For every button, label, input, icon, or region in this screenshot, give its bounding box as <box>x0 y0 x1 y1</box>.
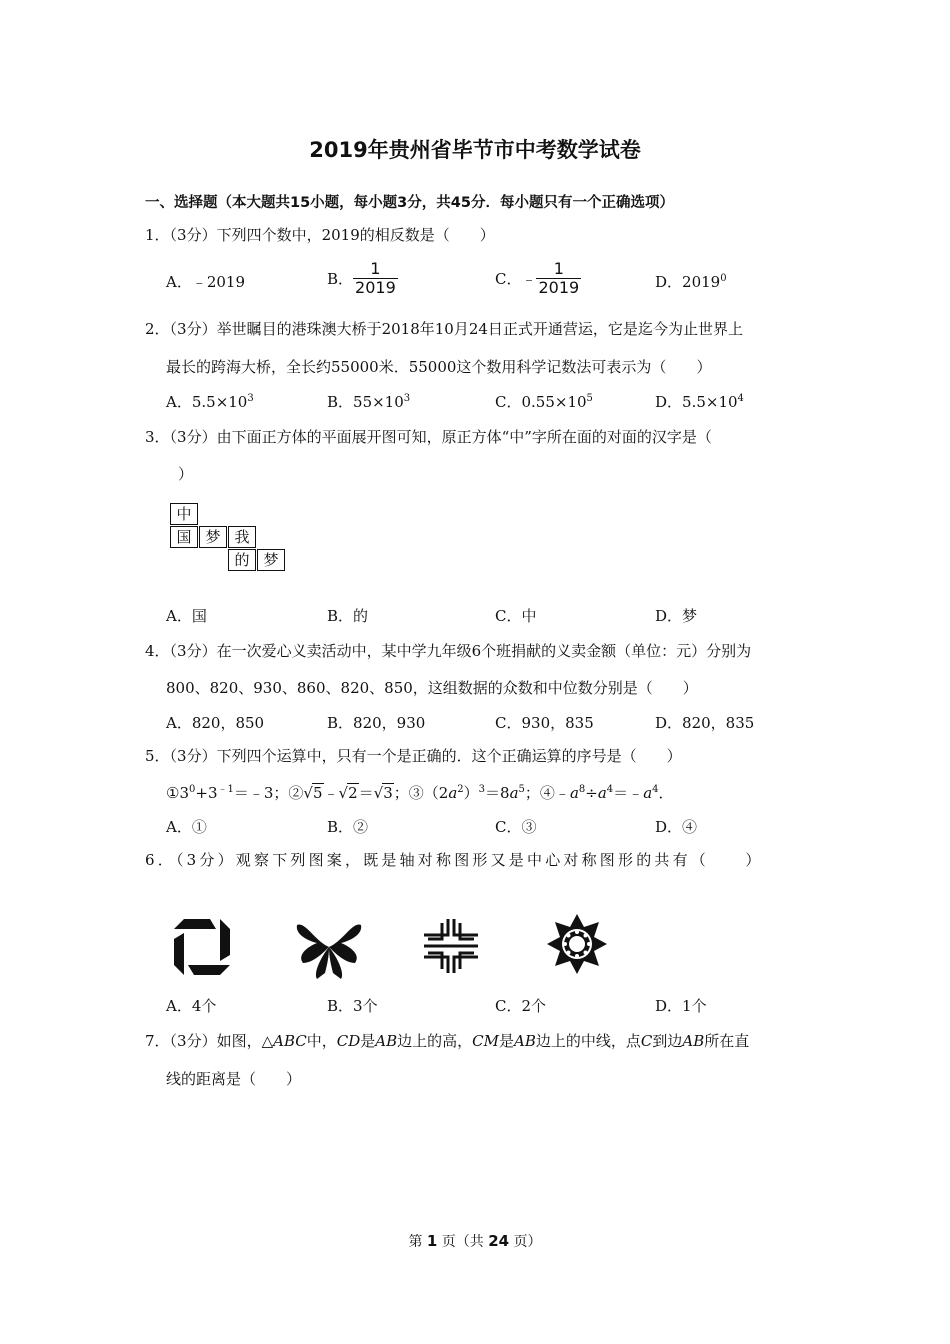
q6-option-c: C．2个 <box>495 997 547 1015</box>
q7-line2: 线的距离是（ ） <box>166 1070 302 1088</box>
q1-d-exp: 0 <box>720 273 727 284</box>
q3-option-b: B．的 <box>327 607 369 625</box>
q2-d-base: D．5.5×10 <box>655 393 738 411</box>
pattern-ribbon-icon <box>295 913 363 981</box>
q4-option-d: D．820，835 <box>655 714 755 732</box>
pattern-square-pinwheel-icon <box>170 915 234 979</box>
q3-option-a: A．国 <box>166 607 207 625</box>
q5-option-b: B．② <box>327 818 369 836</box>
q2-d-exp: 4 <box>737 393 744 404</box>
q6-option-a: A．4个 <box>166 997 217 1015</box>
q2-a-base: A．5.5×10 <box>166 393 248 411</box>
q1-c-denominator: 2019 <box>538 278 580 297</box>
page-footer <box>0 1231 950 1251</box>
q1-d-base: D．2019 <box>655 273 721 291</box>
q5-option-a: A．① <box>166 818 207 836</box>
q2-option-c <box>495 391 593 412</box>
q1-stem: 1．（3分）下列四个数中，2019的相反数是（ ） <box>145 226 495 244</box>
footer-pre: 第 <box>408 1234 427 1250</box>
q1-option-c-label: C．﹣ <box>495 270 537 288</box>
q5-expressions: $①3^0+3^{﹣1}=﹣3$；②√5﹣√2＝√3；$③(2a^2)^3=8a^5$；$④﹣a^8\div a^4=﹣a^4$． <box>166 784 674 802</box>
q6-stem: 6．（3分）观察下列图案，既是轴对称图形又是中心对称图形的共有（ ） <box>145 851 764 869</box>
q1-option-c <box>495 260 581 297</box>
q4-line1: 4．（3分）在一次爱心义卖活动中，某中学九年级6个班捐献的义卖金额（单位：元）分别为 <box>145 642 752 660</box>
q2-c-base: C．0.55×10 <box>495 393 587 411</box>
q5-option-d: D．④ <box>655 818 698 836</box>
q1-option-b-fraction <box>353 260 398 297</box>
q3-line1: 3．（3分）由下面正方体的平面展开图可知，原正方体“中”字所在面的对面的汉字是（ <box>145 428 712 446</box>
q1-option-d <box>655 271 727 292</box>
q4-option-c: C．930，835 <box>495 714 594 732</box>
footer-total-pages: 24 <box>488 1232 510 1250</box>
q2-line1: 2．（3分）举世瞩目的港珠澳大桥于2018年10月24日正式开通营运，它是迄今为止世界上 <box>145 320 743 338</box>
q6-option-d: D．1个 <box>655 997 707 1015</box>
q5-stem: 5．（3分）下列四个运算中，只有一个是正确的．这个正确运算的序号是（ ） <box>145 747 682 765</box>
q2-b-exp: 3 <box>403 393 411 404</box>
net-cell: 我 <box>228 526 256 548</box>
q6-option-b: B．3个 <box>327 997 378 1015</box>
q3-option-c: C．中 <box>495 607 537 625</box>
net-cell: 梦 <box>257 549 285 571</box>
q4-option-b: B．820，930 <box>327 714 426 732</box>
q4-option-a: A．820，850 <box>166 714 265 732</box>
footer-mid: 页（共 <box>437 1234 489 1250</box>
q7-line1: 7．（3分）如图，△ABC中，CD是AB边上的高，CM是AB边上的中线，点C到边AB所在直 <box>145 1032 750 1050</box>
q1-b-numerator: 1 <box>353 260 398 279</box>
q3-line2: ） <box>178 465 194 483</box>
q2-line2: 最长的跨海大桥，全长约55000米．55000这个数用科学记数法可表示为（ ） <box>166 358 712 376</box>
q1-option-b <box>327 260 398 297</box>
q3-option-d: D．梦 <box>655 607 698 625</box>
q2-a-exp: 3 <box>247 393 254 404</box>
net-cell: 的 <box>228 549 256 571</box>
q5-option-c: C．③ <box>495 818 537 836</box>
section-heading: 一、选择题（本大题共15小题，每小题3分，共45分．每小题只有一个正确选项） <box>145 195 674 211</box>
cube-net-diagram <box>170 503 282 573</box>
q1-option-a: A．﹣2019 <box>166 273 246 291</box>
page-title: 2019年贵州省毕节市中考数学试卷 <box>309 138 641 162</box>
q2-option-b <box>327 391 410 412</box>
net-cell: 中 <box>170 503 198 525</box>
q2-option-a <box>166 391 254 412</box>
q2-b-base: B．55×10 <box>327 393 404 411</box>
net-cell: 梦 <box>199 526 227 548</box>
q1-c-numerator: 1 <box>536 260 581 279</box>
pattern-star-flower-icon <box>545 912 609 976</box>
q4-line2: 800、820、930、860、820、850，这组数据的众数和中位数分别是（ ） <box>166 679 698 697</box>
footer-page-number: 1 <box>426 1232 438 1250</box>
footer-post: 页） <box>509 1234 542 1250</box>
q1-option-b-label: B． <box>327 270 354 288</box>
net-cell: 国 <box>170 526 198 548</box>
q1-b-denominator: 2019 <box>355 278 396 297</box>
q2-c-exp: 5 <box>586 393 593 404</box>
pattern-cross-lines-icon <box>420 915 482 977</box>
q1-option-c-fraction <box>536 260 581 297</box>
q2-option-d <box>655 391 744 412</box>
